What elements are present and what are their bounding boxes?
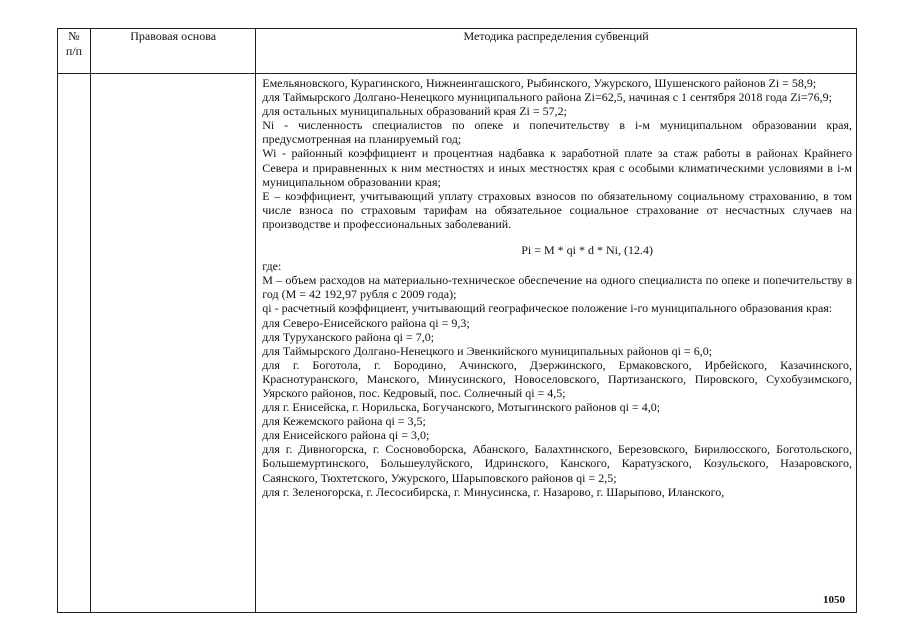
paragraph: где: (262, 259, 282, 274)
paragraph: qi - расчетный коэффициент, учитывающий географическое положение i-го муниципального образования края: (262, 301, 833, 316)
paragraph: Wi - районный коэффициент и процентная надбавка к заработной плате за стаж работы в районах Крайнего Севера и приравненных к ним местностях и иных местностях края с особыми климатическими условиями в i-м муниципальном образовании края; (262, 146, 852, 189)
paragraph: E – коэффициент, учитывающий уплату страховых взносов по обязательному социальному страхованию, в том числе взноса по страховым тарифам на обязательное социальное страхование от несчастных случаев на производстве и профессиональных заболеваний. (262, 188, 852, 231)
paragraph: Ni - численность специалистов по опеке и попечительству в i-м муниципальном образовании края, предусмотренная на планируемый год; (262, 118, 852, 147)
header-methodology: Методика распределения субвенций (256, 29, 857, 74)
header-legal-basis: Правовая основа (91, 29, 256, 74)
paragraph: для Северо-Енисейского района qi = 9,3; (262, 315, 470, 330)
paragraph: для Таймырского Долгано-Ненецкого муниципального района Zi=62,5, начиная с 1 сентября 2018 года Zi=76,9; (262, 90, 832, 105)
paragraph: для остальных муниципальных образований края Zi = 57,2; (262, 104, 567, 119)
paragraph: для г. Зеленогорска, г. Лесосибирска, г. Минусинска, г. Назарово, г. Шарыпово, Иланского, (262, 484, 725, 499)
table-row (58, 74, 857, 613)
header-number: № п/п (58, 29, 91, 74)
cell-methodology (256, 74, 857, 613)
subvention-table (57, 28, 857, 613)
cell-number (58, 74, 91, 613)
paragraph: M – объем расходов на материально-техническое обеспечение на одного специалиста по опеке и попечительству в год (M = 42 192,97 рубля с 2009 года); (262, 273, 852, 302)
paragraph: для Енисейского района qi = 3,0; (262, 428, 430, 443)
table-header-row (58, 29, 857, 74)
paragraph: Емельяновского, Курагинского, Нижнеингашского, Рыбинского, Ужурского, Шушенского районов Zi = 58,9; (262, 76, 817, 90)
paragraph: для Кежемского района qi = 3,5; (262, 414, 426, 429)
paragraph: для Таймырского Долгано-Ненецкого и Эвенкийского муниципальных районов qi = 6,0; (262, 343, 713, 358)
page-number: 1050 (823, 594, 845, 606)
paragraph: для Туруханского района qi = 7,0; (262, 329, 435, 344)
paragraph: для г. Енисейска, г. Норильска, Богучанского, Мотыгинского районов qi = 4,0; (262, 400, 661, 415)
paragraph: для г. Дивногорска, г. Сосновоборска, Абанского, Балахтинского, Березовского, Бирилюсского, Боготольского, Большемуртинского, Большеулуйского, Идринского, Канского, Каратузского, Козульского, Назаровского, Саянского, Тюхтетского, Ужурского, Шарыповского районов qi = 2,5; (262, 442, 852, 485)
formula: Pi = M * qi * d * Ni, (12.4) (521, 243, 653, 258)
cell-legal-basis (91, 74, 256, 613)
paragraph: для г. Боготола, г. Бородино, Ачинского, Дзержинского, Ермаковского, Ирбейского, Казачинского, Краснотуранского, Манского, Минусинского, Новоселовского, Партизанского, Пировского, Сухобузимского, Уярского районов, пос. Кедровый, пос. Солнечный qi = 4,5; (262, 357, 852, 400)
